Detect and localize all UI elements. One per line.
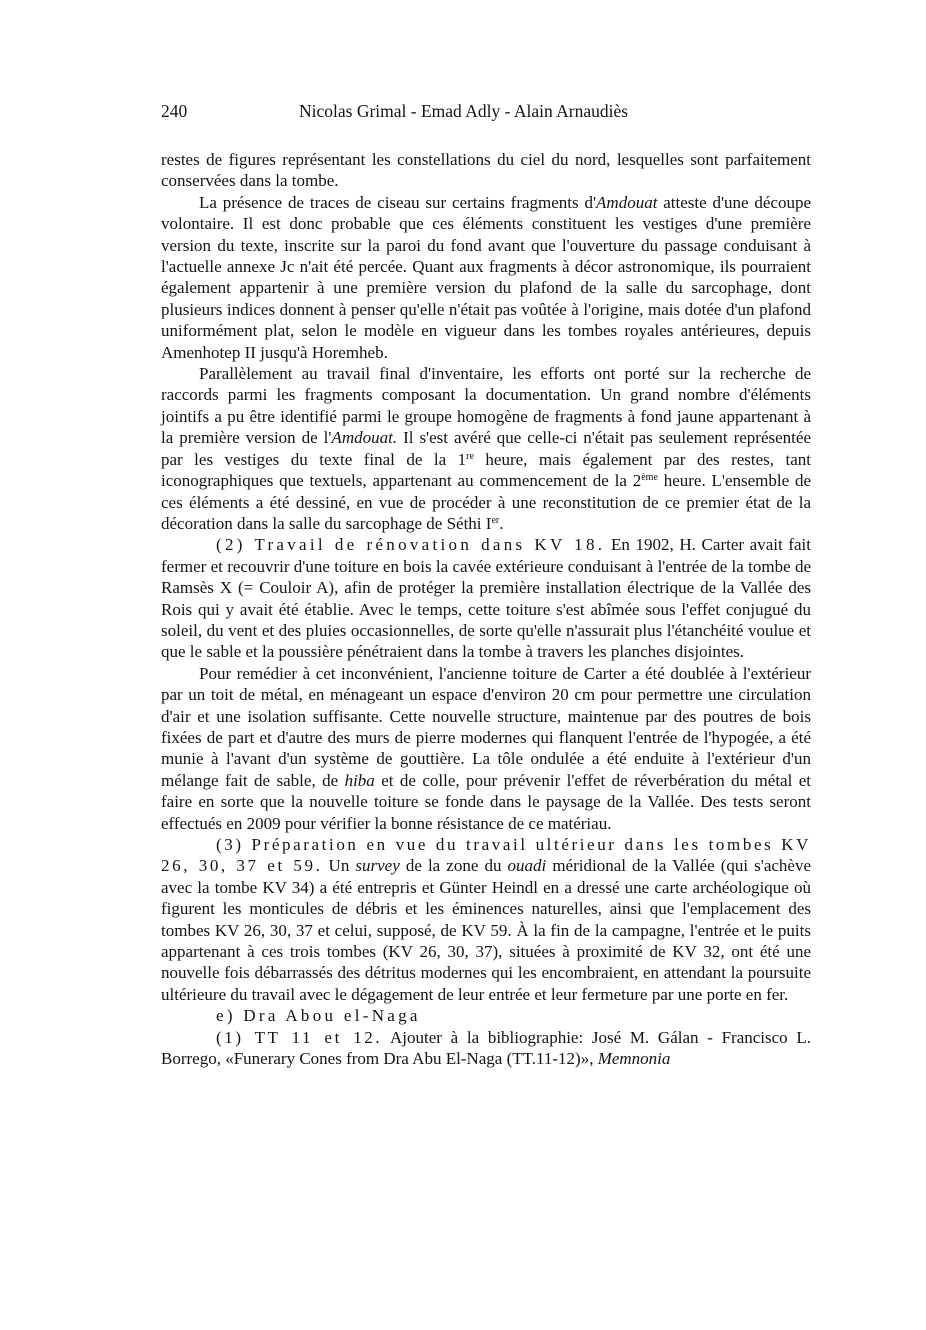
p3-text-e: . (499, 513, 504, 533)
p3-text-b: Il s'est avéré que celle-ci n'était pas seulement représentée par les vestiges du texte final de la 1 (161, 428, 811, 469)
paragraph-5 (161, 663, 811, 834)
p4-text: En 1902, H. Carter avait fait fermer et recouvrir d'une toiture en bois la cavée extérieure conduisant à l'entrée de la tombe de Ramsès X (= Couloir A), afin de protéger la première installation électrique de la Vallée des Rois qui y avait été établie. Avec le temps, cette toiture s'est abîmée sous l'effet conjugué du soleil, du vent et des pluies occasionnelles, de sorte qu'elle n'assurait plus l'étanchéité voulue et que le sable et la poussière pénétraient dans la tombe à travers les planches disjointes. (161, 535, 811, 662)
paragraph-1 (161, 149, 811, 192)
p6-text-a: Un (322, 856, 356, 876)
paragraph-1-text: restes de figures représentant les constellations du ciel du nord, lesquelles sont parfaitement conservées dans la tombe. (161, 150, 811, 191)
p2-text-b: atteste d'une découpe volontaire. Il est donc probable que ces éléments constituent les vestiges d'une première version du texte, inscrite sur la paroi du fond avant que l'ouverture du passage conduisant à l'actuelle annexe Jc n'ait été percée. Quant aux fragments à décor astronomique, ils pourraient également appartenir à une première version du plafond de la salle du sarcophage, dont plusieurs indices donnent à penser qu'elle n'était pas voûtée à l'origine, mais dotée d'un plafond uniformément plat, selon le modèle en vigueur dans les tombes royales antérieures, depuis Amenhotep II jusqu'à Horemheb. (161, 192, 812, 362)
p6-text-b: de la zone du (399, 856, 508, 876)
p5-italic-hiba: hiba (344, 770, 375, 790)
p5-text-a: Pour remédier à cet inconvénient, l'ancienne toiture de Carter a été doublée à l'extérieur par un toit de métal, en ménageant un espace d'environ 20 cm pour permettre une circulation d'air et une isolation suffisante. Cette nouvelle structure, maintenue par des poutres de bois fixées de part et d'autre des murs de pierre modernes qui flanquent l'entrée de l'hypogée, a été munie à l'avant d'un système de gouttière. La tôle ondulée a été enduite à l'extérieur d'un mélange fait de sable, de (161, 663, 811, 790)
p3-text-c: heure, mais également par des restes, tant iconographiques que textuels, appartenant au commencement de la 2 (161, 449, 811, 491)
p3-text-d: heure. L'ensemble de ces éléments a été dessiné, en vue de procéder à une reconstitution de ce premier état de la décoration dans la salle du sarcophage de Séthi I (161, 471, 811, 533)
paragraph-7 (161, 1027, 811, 1070)
section-e-title: e) Dra Abou el-Naga (216, 1006, 421, 1026)
section-heading-kv18: (2) Travail de rénovation dans KV 18. (216, 535, 606, 555)
p3-text-a: Parallèlement au travail final d'inventaire, les efforts ont porté sur la recherche de raccords parmi les fragments composant la documentation. Un grand nombre d'éléments jointifs a pu être identifié parmi le groupe homogène de fragments à fond jaune appartenant à la première version de l' (161, 364, 811, 448)
p3-superscript-re: re (466, 450, 474, 462)
paragraph-2 (161, 192, 811, 363)
p6-italic-ouadi: ouadi (507, 856, 547, 876)
running-header (161, 101, 811, 125)
p2-text-a: La présence de traces de ciseau sur certains fragments d' (199, 192, 597, 212)
p3-superscript-er: er (491, 514, 500, 526)
paragraph-4 (161, 534, 811, 662)
p6-italic-survey: survey (355, 856, 400, 876)
p7-italic-memnonia: Memnonia (597, 1049, 671, 1069)
body-text (161, 149, 811, 1069)
section-heading-kv26-30-37-59: (3) Préparation en vue du travail ultérieur dans les tombes KV 26, 30, 37 et 59. (161, 835, 811, 876)
p2-italic-amdouat: Amdouat (596, 192, 658, 212)
section-heading-tt11-12: (1) TT 11 et 12. (216, 1027, 383, 1047)
section-e-heading (161, 1005, 811, 1026)
p3-italic-amdouat: Amdouat. (331, 428, 398, 448)
page-number: 240 (161, 101, 188, 121)
paragraph-3 (161, 363, 811, 534)
p5-text-b: et de colle, pour prévenir l'effet de réverbération du métal et faire en sorte que la nouvelle toiture se fonde dans le paysage de la Vallée. Des tests seront effectués en 2009 pour vérifier la bonne résistance de ce matériau. (161, 770, 811, 833)
paragraph-6 (161, 834, 811, 1005)
p6-text-c: méridional de la Vallée (qui s'achève avec la tombe KV 34) a été entrepris et Günter Heindl en a dressé une carte archéologique où figurent les monticules de débris et les éminences naturelles, ainsi que l'emplacement des tombes KV 26, 30, 37 et celui, supposé, de KV 59. À la fin de la campagne, l'entrée et le puits appartenant à ces trois tombes (KV 26, 30, 37), situées à proximité de KV 32, ont été une nouvelle fois débarrassés des détritus modernes qui les encombraient, en attendant la poursuite ultérieure du travail avec le dégagement de leur entrée et leur fermeture par une porte en fer. (161, 856, 812, 1004)
running-title-authors: Nicolas Grimal - Emad Adly - Alain Arnaudiès (299, 101, 629, 121)
p3-superscript-eme: ème (641, 472, 658, 484)
p7-text-a: Ajouter à la bibliographie: José M. Gálan - Francisco L. Borrego, «Funerary Cones from Dra Abu El-Naga (TT.11-12)», (161, 1027, 811, 1069)
